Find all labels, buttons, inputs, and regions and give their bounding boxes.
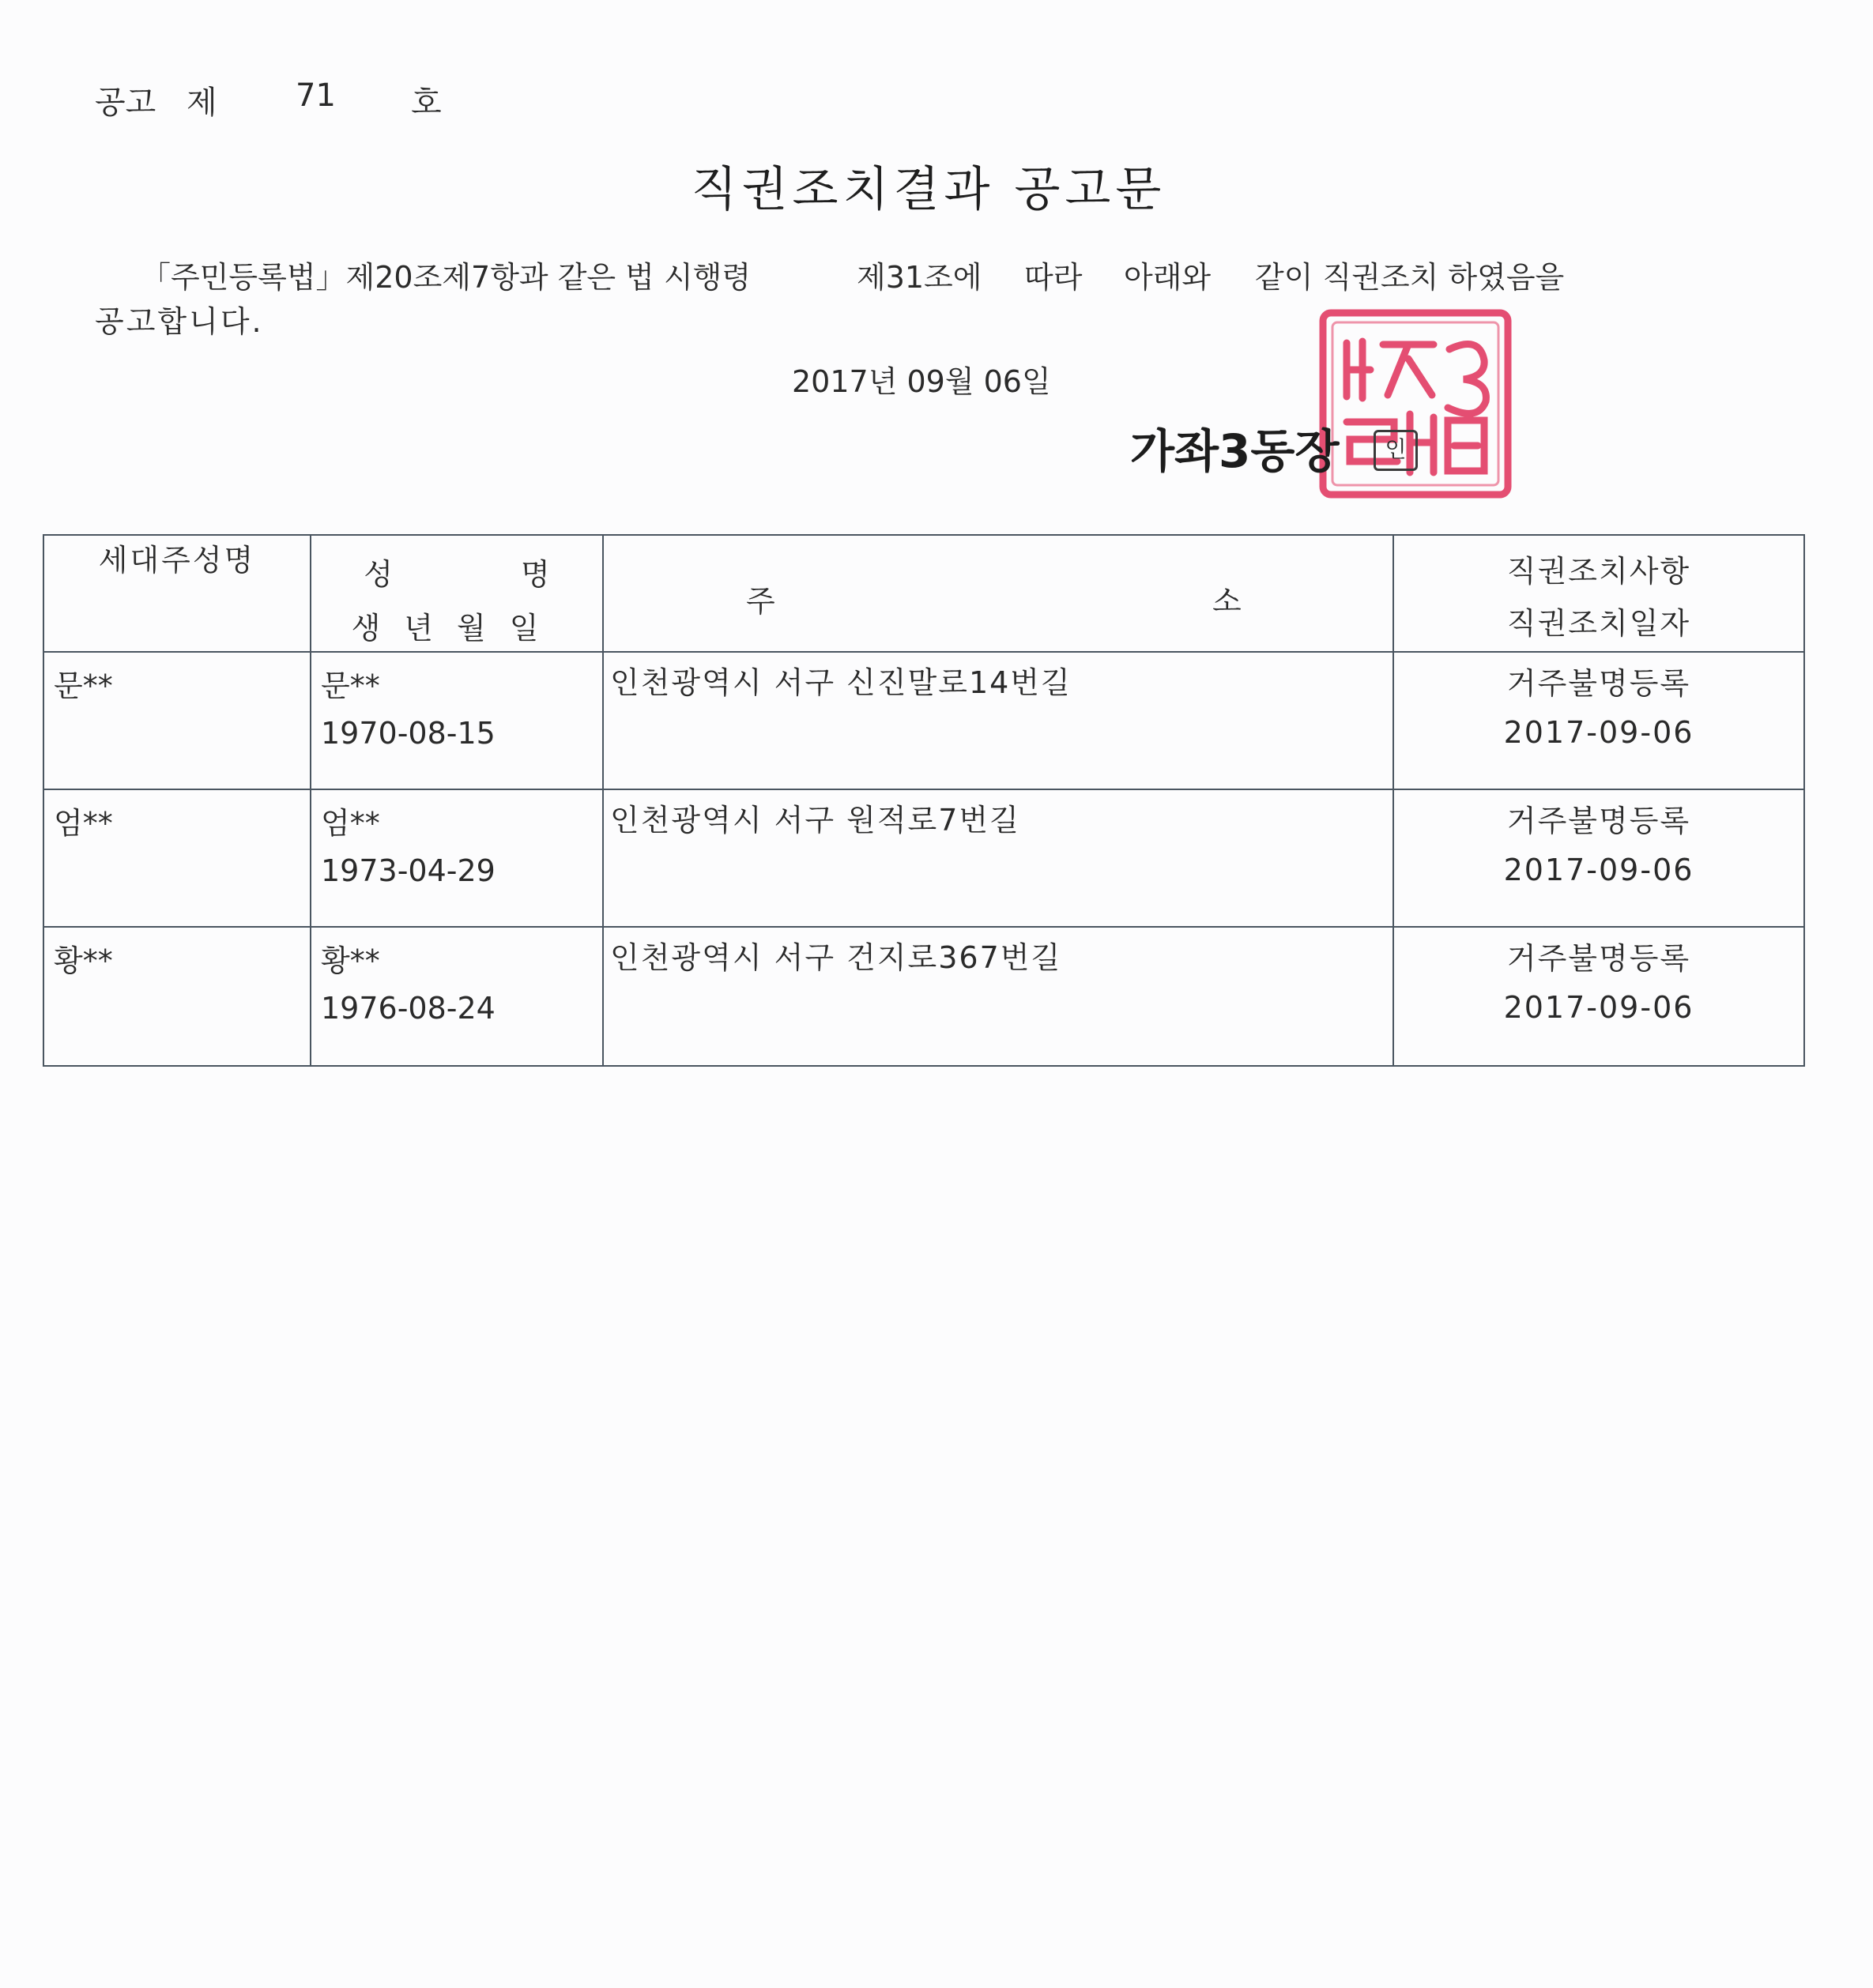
- action-date-value: 2017-09-06: [1503, 715, 1694, 750]
- address-value: 인천광역시 서구 건지로367번길: [610, 940, 1062, 975]
- name-value: 엄**: [321, 806, 380, 841]
- header-action-type: 직권조치사항: [1506, 554, 1691, 589]
- action-value: 거주불명등록: [1506, 804, 1691, 838]
- header-name-char-1: 성: [364, 557, 393, 592]
- action-value: 거주불명등록: [1506, 666, 1691, 701]
- household-head-value: 문**: [54, 668, 113, 703]
- action-value: 거주불명등록: [1506, 941, 1691, 976]
- signer-title: 가좌3동장: [1130, 424, 1340, 478]
- cell-household-head: [43, 927, 311, 1066]
- header-address-char-2: 소: [1212, 584, 1242, 619]
- address-value: 인천광역시 서구 신진말로14번길: [610, 665, 1072, 700]
- cell-name-birth: [311, 652, 603, 789]
- notice-date: 2017년 09월 06일: [792, 364, 1051, 399]
- header-name-birth: [311, 535, 603, 652]
- cell-address: [603, 927, 1393, 1066]
- header-name: [311, 550, 602, 593]
- header-household-head: 세대주성명: [43, 535, 311, 652]
- action-date-value: 2017-09-06: [1503, 990, 1694, 1025]
- header-action: [1393, 535, 1804, 652]
- document-title-text: 직권조치결과 공고문: [691, 162, 1166, 217]
- body-line-1-part-4: 아래와: [1124, 260, 1212, 295]
- table-header-row: [43, 535, 1804, 652]
- name-value: 문**: [321, 668, 380, 703]
- cell-name-birth: [311, 789, 603, 927]
- notice-label-b: 제: [187, 85, 217, 121]
- table-row: [43, 789, 1804, 927]
- cell-action: [1393, 652, 1804, 789]
- birth-value: 1973-04-29: [321, 853, 496, 888]
- notice-number-value: 71: [296, 77, 336, 114]
- notice-label-a: 공고: [95, 85, 156, 121]
- seal-mark: 인: [1374, 430, 1418, 471]
- header-name-char-2: 명: [521, 557, 550, 592]
- cell-name-birth: [311, 927, 603, 1066]
- cell-address: [603, 652, 1393, 789]
- table-row: [43, 652, 1804, 789]
- household-head-value: 황**: [54, 943, 113, 978]
- address-value: 인천광역시 서구 원적로7번길: [610, 803, 1020, 838]
- header-action-date: 직권조치일자: [1506, 606, 1691, 641]
- name-value: 황**: [321, 943, 380, 978]
- header-address-char-1: 주: [746, 584, 775, 619]
- body-line-1-part-5: 같이 직권조치 하였음을: [1255, 260, 1565, 295]
- records-table: [43, 534, 1805, 1067]
- cell-household-head: [43, 789, 311, 927]
- birth-value: 1976-08-24: [321, 991, 496, 1026]
- household-head-value: 엄**: [54, 806, 113, 841]
- body-line-1-part-1: 「주민등록법」제20조제7항과 같은 법 시행령: [141, 260, 752, 295]
- cell-household-head: [43, 652, 311, 789]
- body-line-1-part-2: 제31조에: [857, 260, 982, 295]
- official-seal-stamp: [1315, 303, 1517, 506]
- birth-value: 1970-08-15: [321, 716, 496, 751]
- header-address: [603, 535, 1393, 652]
- cell-action: [1393, 789, 1804, 927]
- document-title: [0, 152, 1873, 220]
- notice-number: [95, 77, 506, 119]
- notice-label-c: 호: [411, 85, 442, 121]
- cell-address: [603, 789, 1393, 927]
- action-date-value: 2017-09-06: [1503, 853, 1694, 887]
- header-birth: 생년월일: [351, 611, 563, 646]
- table-row: [43, 927, 1804, 1066]
- body-line-2: 공고합니다.: [95, 304, 264, 339]
- body-line-1-part-3: 따라: [1024, 260, 1083, 295]
- body-line-1: [141, 253, 1626, 295]
- cell-action: [1393, 927, 1804, 1066]
